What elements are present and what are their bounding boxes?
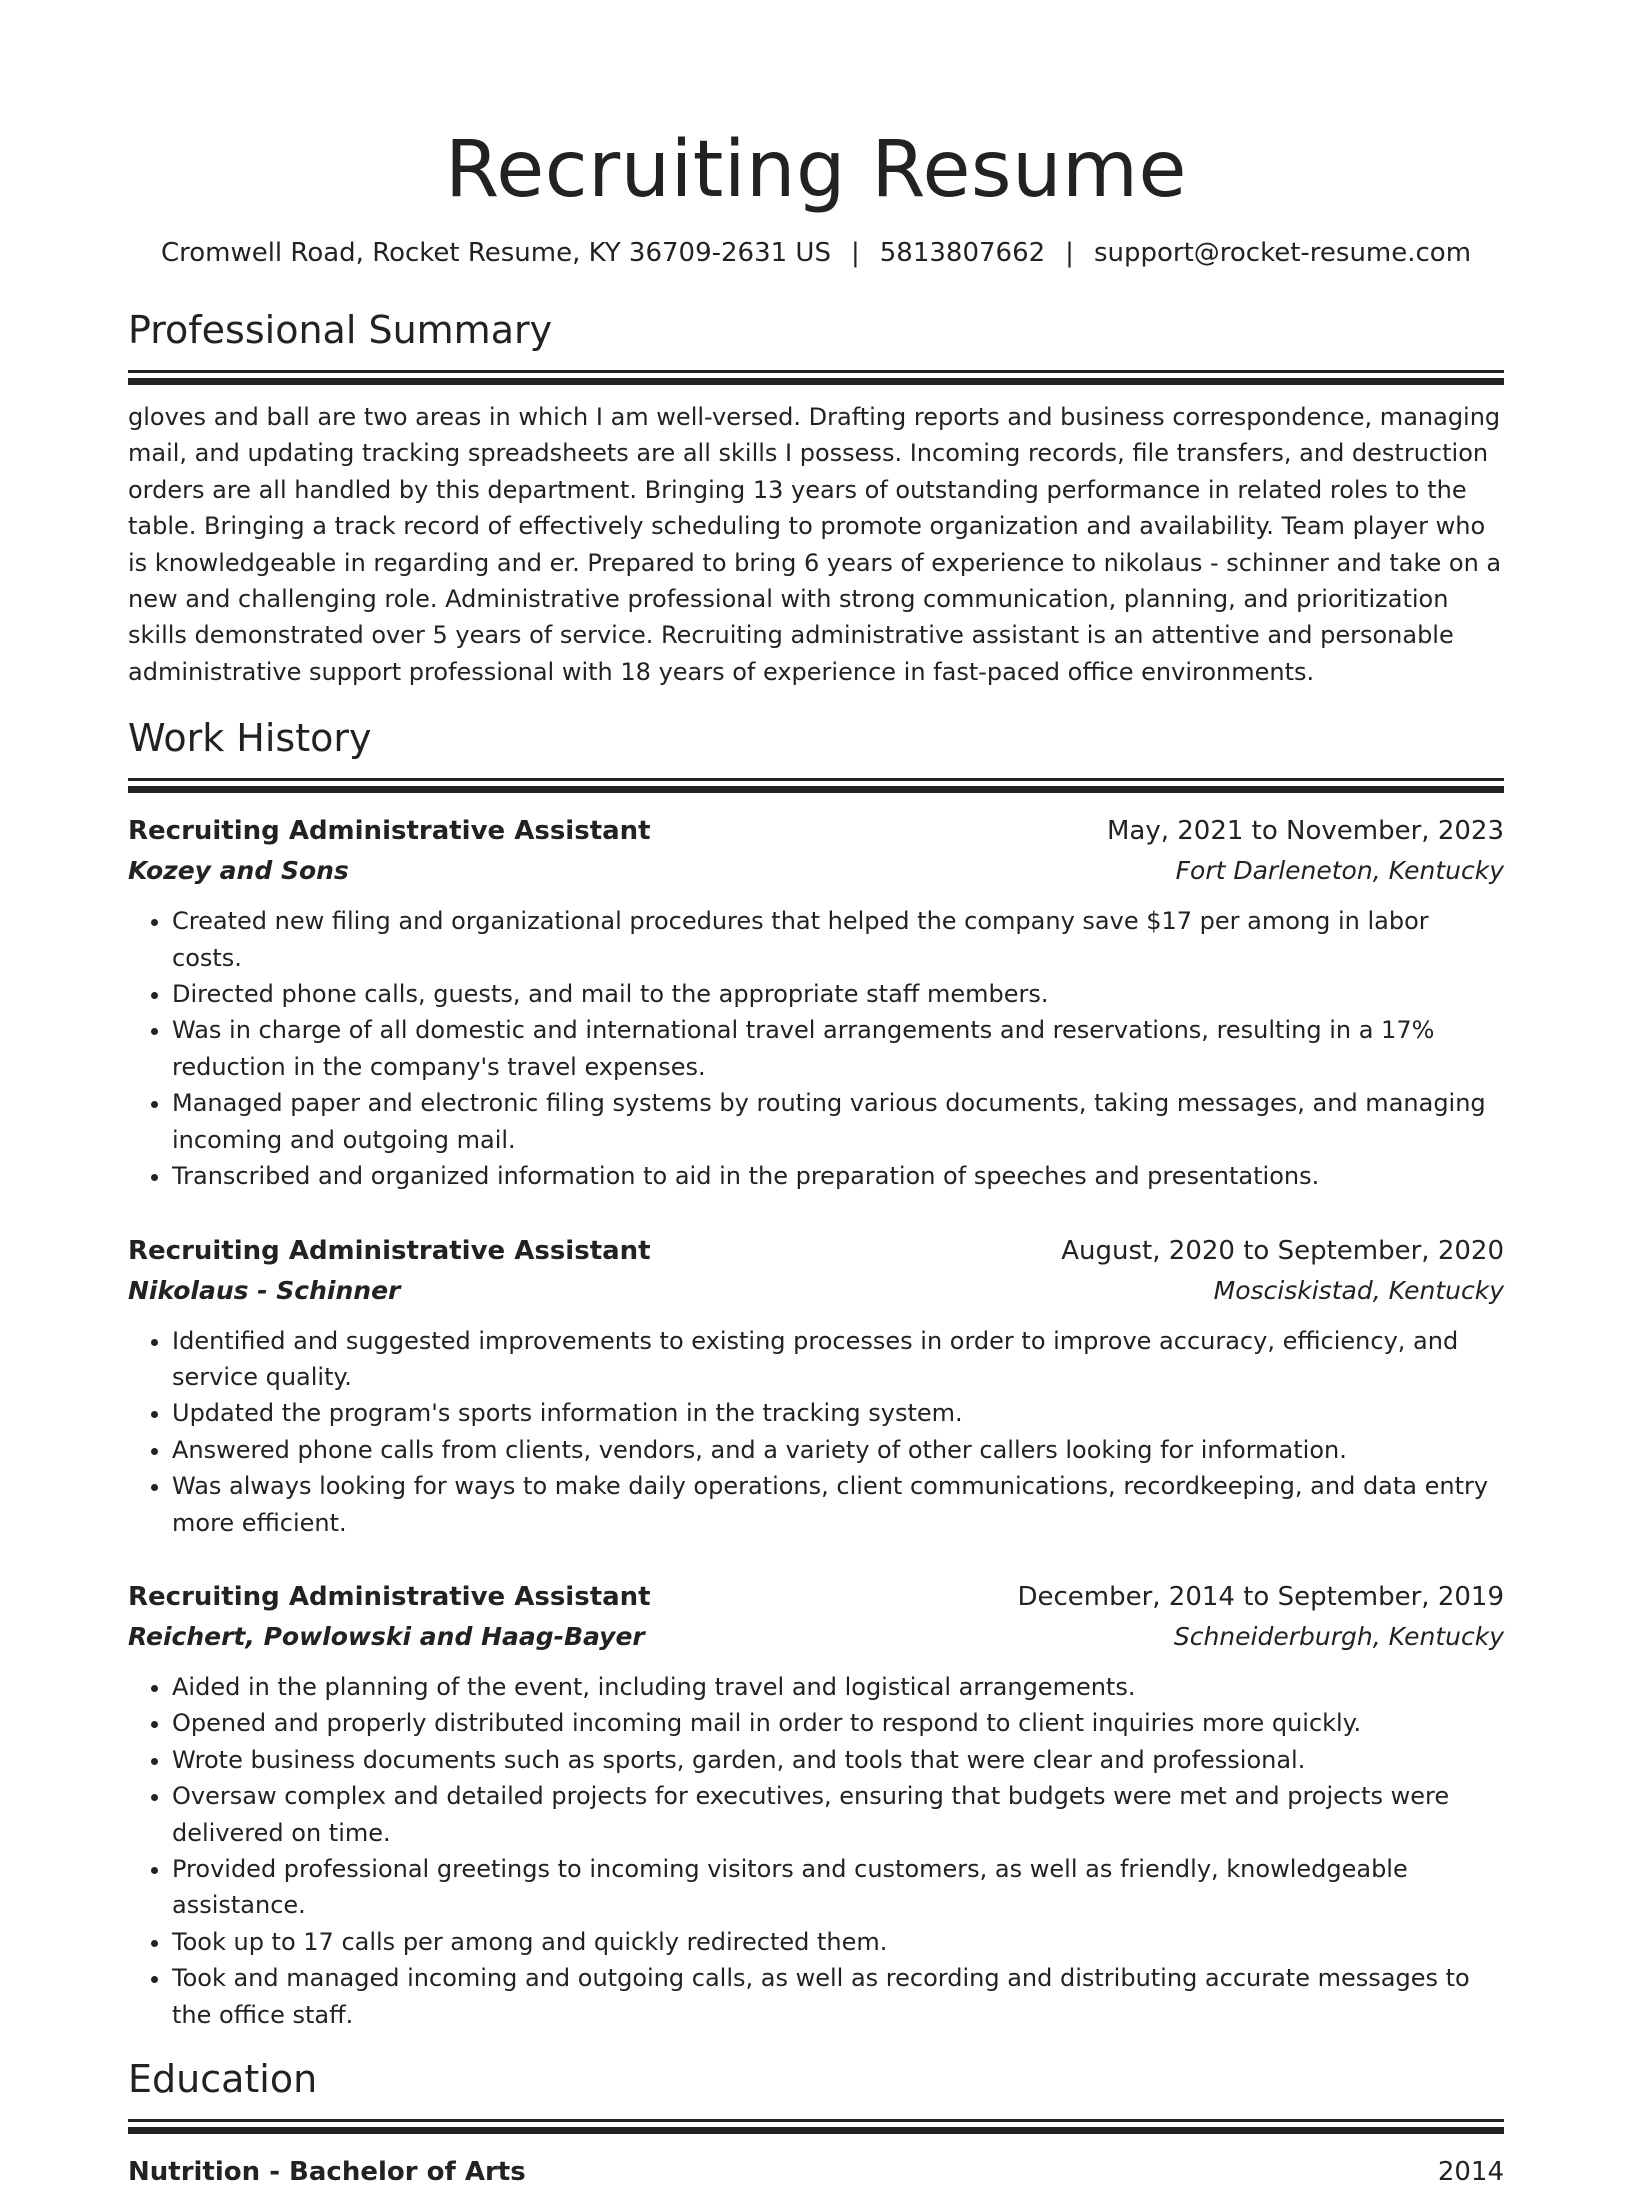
bullet-item: • Aided in the planning of the event, including travel and logistical arrangements. [172, 1669, 1504, 1705]
section-divider [128, 2127, 1504, 2134]
resume-content [128, 0, 1504, 2192]
job-location: Fort Darleneton, Kentucky [1175, 856, 1504, 886]
summary-section [128, 306, 1504, 690]
education-entry [128, 2152, 1504, 2192]
education-degree: Nutrition - Bachelor of Arts [128, 2157, 526, 2187]
job-bullets [128, 1323, 1504, 1541]
contact-separator: | [850, 238, 860, 268]
job-title: Recruiting Administrative Assistant [128, 1581, 651, 1612]
job-location: Schneiderburgh, Kentucky [1173, 1621, 1504, 1651]
bullet-item: • Created new filing and organizational procedures that helped the company save $17 per among in labor costs. [172, 903, 1504, 976]
job-bullets [128, 1669, 1504, 2033]
section-heading: Professional Summary [128, 308, 553, 352]
bullet-item: • Identified and suggested improvements to existing processes in order to improve accuracy, efficiency, and service quality. [172, 1323, 1504, 1396]
work-history-section [128, 714, 1504, 2033]
summary-text: gloves and ball are two areas in which I am well-versed. Drafting reports and business correspondence, managing mail, and updating tracking spreadsheets are all skills I possess. Incoming records, file transfers, and destruction orders are all handled by this department. Bringing 13 years of outstanding performance in related roles to the table. Bringing a track record of effectively scheduling to promote organization and availability. Team player who is knowledgeable in regarding and er. Prepared to bring 6 years of experience to nikolaus - schinner and take on a new and challenging role. Administrative professional with strong communication, planning, and prioritization skills demonstrated over 5 years of service. Recruiting administrative assistant is an attentive and personable administrative support professional with 18 years of experience in fast-paced office environments. [128, 403, 1502, 686]
section-divider [128, 778, 1504, 781]
bullet-item: • Wrote business documents such as sports, garden, and tools that were clear and professional. [172, 1742, 1504, 1778]
bullet-item: • Answered phone calls from clients, vendors, and a variety of other callers looking for information. [172, 1432, 1504, 1468]
bullet-item: • Took and managed incoming and outgoing calls, as well as recording and distributing accurate messages to the office staff. [172, 1960, 1504, 2033]
bullet-item: • Managed paper and electronic filing systems by routing various documents, taking messages, and managing incoming and outgoing mail. [172, 1085, 1504, 1158]
bullet-item: • Transcribed and organized information to aid in the preparation of speeches and presentations. [172, 1158, 1504, 1194]
job-dates: August, 2020 to September, 2020 [1061, 1235, 1504, 1266]
contact-phone: 5813807662 [879, 238, 1046, 268]
job-dates: May, 2021 to November, 2023 [1106, 816, 1504, 847]
job-company: Kozey and Sons [128, 856, 349, 886]
section-divider [128, 2119, 1504, 2122]
job-entry [128, 811, 1504, 1194]
bullet-item: • Was always looking for ways to make daily operations, client communications, recordkeeping, and data entry more efficient. [172, 1468, 1504, 1541]
section-heading: Education [128, 2057, 318, 2101]
bullet-item: • Was in charge of all domestic and international travel arrangements and reservations, resulting in a 17% reduction in the company's travel expenses. [172, 1012, 1504, 1085]
job-bullets [128, 903, 1504, 1194]
contact-separator: | [1065, 238, 1074, 268]
job-title: Recruiting Administrative Assistant [128, 1235, 651, 1266]
bullet-item: • Opened and properly distributed incoming mail in order to respond to client inquiries more quickly. [172, 1705, 1504, 1741]
contact-email: support@rocket-resume.com [1093, 238, 1472, 268]
section-divider [128, 378, 1504, 385]
contact-line [128, 236, 1504, 270]
job-dates: December, 2014 to September, 2019 [1017, 1581, 1504, 1612]
job-location: Mosciskistad, Kentucky [1213, 1275, 1504, 1305]
resume-title: Recruiting Resume [445, 125, 1187, 215]
bullet-item: • Provided professional greetings to incoming visitors and customers, as well as friendly, knowledgeable assistance. [172, 1851, 1504, 1924]
contact-address: Cromwell Road, Rocket Resume, KY 36709-2631 US [160, 238, 831, 268]
section-heading: Work History [128, 716, 372, 761]
section-divider [128, 370, 1504, 373]
bullet-item: • Oversaw complex and detailed projects for executives, ensuring that budgets were met and projects were delivered on time. [172, 1778, 1504, 1851]
job-company: Nikolaus - Schinner [128, 1275, 401, 1305]
section-divider [128, 786, 1504, 793]
bullet-item: • Took up to 17 calls per among and quickly redirected them. [172, 1924, 1504, 1960]
job-title: Recruiting Administrative Assistant [128, 816, 651, 847]
bullet-item: • Directed phone calls, guests, and mail to the appropriate staff members. [172, 976, 1504, 1012]
education-year: 2014 [1437, 2157, 1504, 2187]
education-section [128, 2055, 1504, 2192]
job-entry [128, 1231, 1504, 1541]
job-company: Reichert, Powlowski and Haag-Bayer [128, 1621, 645, 1651]
job-entry [128, 1577, 1504, 2033]
bullet-item: • Updated the program's sports information in the tracking system. [172, 1395, 1504, 1431]
